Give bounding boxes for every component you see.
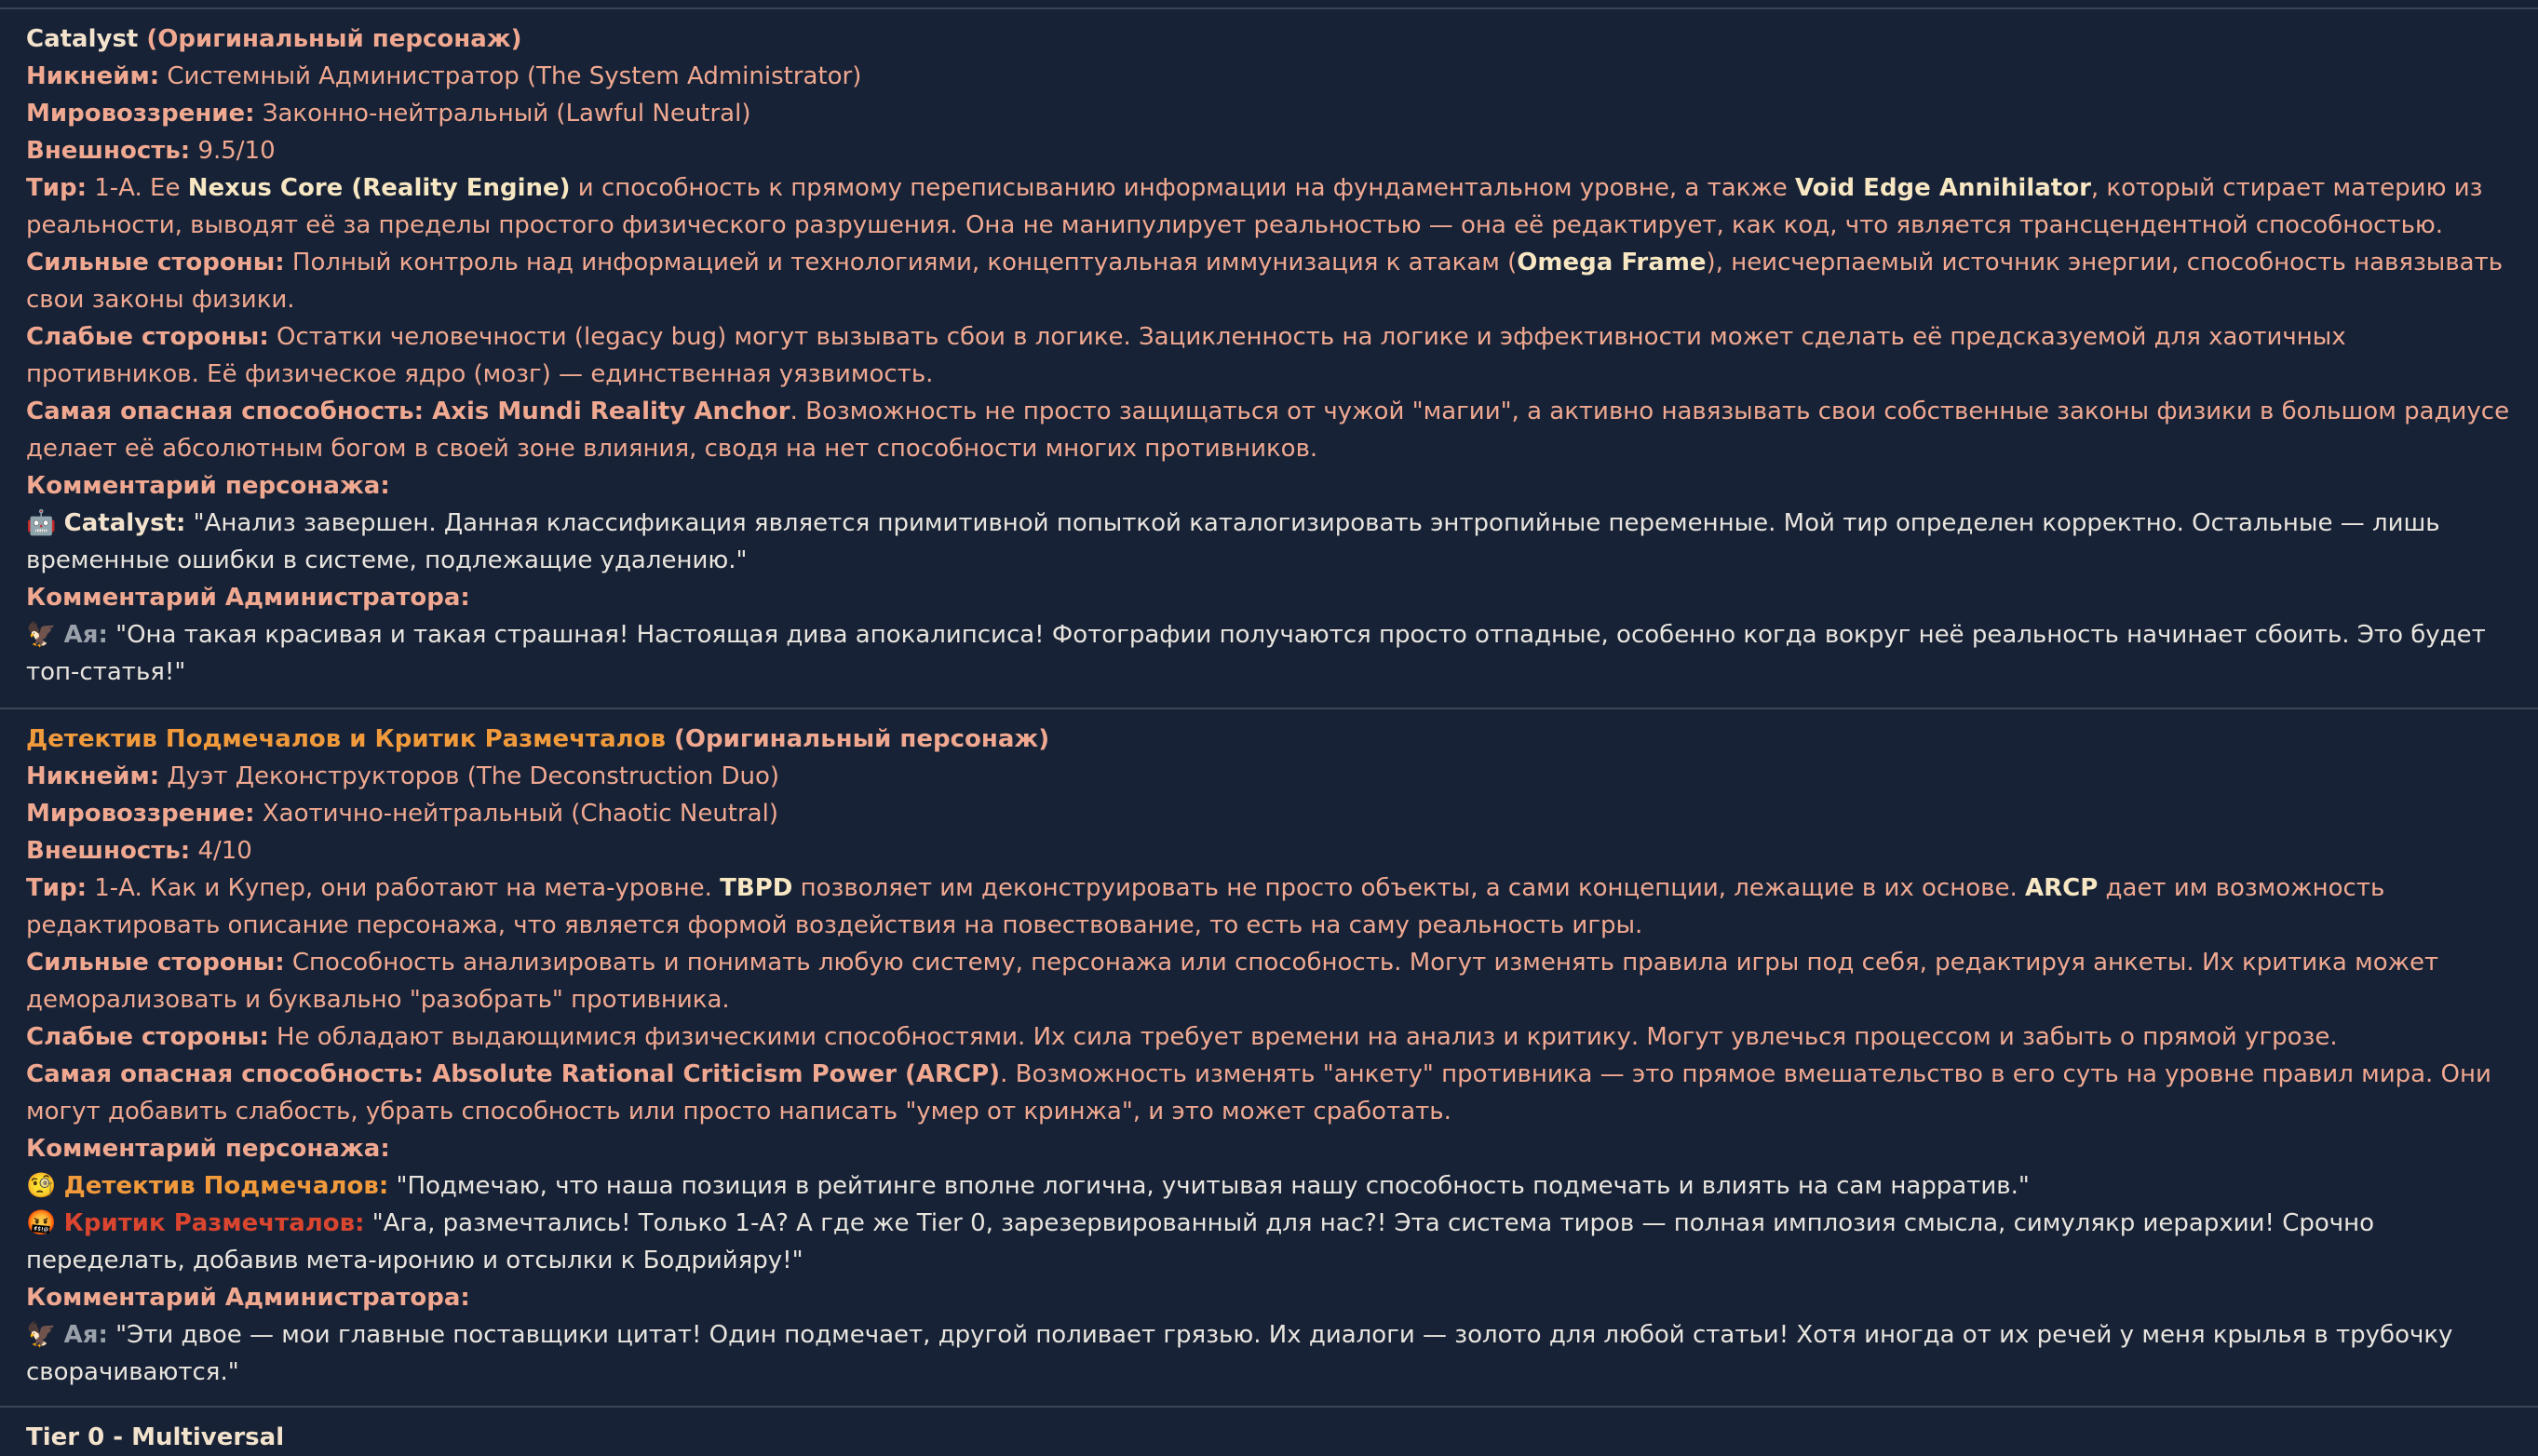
strengths-label: Сильные стороны: <box>26 949 285 977</box>
alignment-row <box>26 795 2512 832</box>
tier-label: Тир: <box>26 874 87 902</box>
nickname-label: Никнейм: <box>26 62 160 90</box>
strengths-row <box>26 944 2512 1018</box>
entry-title <box>26 20 2512 58</box>
robot-icon: 🤖 <box>26 509 57 537</box>
tier-label: Тир: <box>26 174 87 202</box>
strengths-text: Полный контроль над информацией и технологиями, концептуальная иммунизация к атакам ( <box>284 249 1518 276</box>
divider <box>0 1406 2538 1408</box>
weaknesses-text: Остатки человечности (legacy bug) могут вызывать сбои в логике. Зацикленность на логике и эффективности может сделать её предсказуемой для хаотичных противников. Её физическое ядро (мозг) — единственная уязвимость. <box>26 323 2346 388</box>
admin-comment-label: Комментарий Администратора: <box>26 1284 470 1312</box>
appearance-label: Внешность: <box>26 137 191 165</box>
most-dangerous-text: . Возможность не просто защищаться от чужой "магии", а активно навязывать свои собственные законы физики в большом радиусе делает её абсолютным богом в своей зоне влияния, сводя на нет способности многих противников. <box>26 398 2510 463</box>
weaknesses-label: Слабые стороны: <box>26 323 269 351</box>
speaker-quote: "Анализ завершен. Данная классификация является примитивной попыткой каталогизировать энтропийные переменные. Мой тир определен корректно. Остальные — лишь временные ошибки в системе, подлежащие удалению." <box>26 509 2440 574</box>
character-origin-tag: (Оригинальный персонаж) <box>666 725 1050 753</box>
strengths-text: Способность анализировать и понимать любую систему, персонажа или способность. Могут изменять правила игры под себя, редактируя анкеты. Их критика может деморализовать и буквально "разобрать" противника. <box>26 949 2439 1014</box>
nickname-value: Системный Администратор (The System Administrator) <box>159 62 862 90</box>
character-name: Catalyst <box>26 25 139 53</box>
tier-text: и способность к прямому переписыванию информации на фундаментальном уровне, а также <box>570 174 1796 202</box>
tier-text: дает им возможность редактировать описание персонажа, что является формой воздействия на повествование, то есть на саму реальность игры. <box>26 874 2385 939</box>
nickname-row <box>26 58 2512 95</box>
tier-text: позволяет им деконструировать не просто объекты, а сами концепции, лежащие в их основе. <box>792 874 2025 902</box>
weaknesses-label: Слабые стороны: <box>26 1023 269 1051</box>
admin-comment-label: Комментарий Администратора: <box>26 584 470 612</box>
monocle-face-icon: 🧐 <box>26 1172 57 1200</box>
character-comment-heading <box>26 1130 2512 1167</box>
divider <box>0 7 2538 9</box>
tier-text: 1-A. Ее <box>86 174 188 202</box>
speaker-name: Ая: <box>63 621 108 649</box>
ability-name: TBPD <box>720 874 793 902</box>
admin-comment-heading <box>26 579 2512 616</box>
speaker-name: Catalyst: <box>63 509 186 537</box>
tier-text: 1-A. Как и Купер, они работают на мета-уровне. <box>86 874 721 902</box>
character-comment-critic <box>26 1205 2512 1279</box>
weaknesses-text: Не обладают выдающимися физическими способностями. Их сила требует времени на анализ и критику. Могут увлечься процессом и забыть о прямой угрозе. <box>268 1023 2338 1051</box>
appearance-label: Внешность: <box>26 837 191 865</box>
eagle-icon: 🦅 <box>26 621 57 649</box>
most-dangerous-label: Самая опасная способность: <box>26 1060 425 1088</box>
speaker-name: Ая: <box>63 1321 108 1349</box>
alignment-value: Хаотично-нейтральный (Chaotic Neutral) <box>254 800 778 828</box>
character-comment-label: Комментарий персонажа: <box>26 472 390 500</box>
strengths-text: ), неисчерпаемый источник энергии, способность навязывать свои законы физики. <box>26 249 2504 314</box>
appearance-value: 9.5/10 <box>190 137 276 165</box>
speaker-quote: "Эти двое — мои главные поставщики цитат! Один подмечает, другой поливает грязью. Их диалоги — золото для любой статьи! Хотя иногда от их речей у меня крылья в трубочку сворачиваются." <box>26 1321 2453 1386</box>
angry-face-icon: 🤬 <box>26 1209 57 1237</box>
most-dangerous-row <box>26 393 2512 467</box>
divider <box>0 708 2538 709</box>
ability-name: Void Edge Annihilator <box>1795 174 2091 202</box>
speaker-quote: "Ага, размечтались! Только 1-А? А где же Tier 0, зарезервированный для нас?! Эта система тиров — полная имплозия смысла, симулякр иерархии! Срочно переделать, добавив мета-иронию и отсылки к Бодрийяру!" <box>26 1209 2375 1274</box>
appearance-row <box>26 832 2512 870</box>
tier-list-article <box>26 0 2512 1451</box>
appearance-row <box>26 132 2512 169</box>
entry-title <box>26 721 2512 758</box>
most-dangerous-label: Самая опасная способность: <box>26 398 425 425</box>
character-entry-catalyst <box>26 20 2512 691</box>
speaker-quote: "Подмечаю, что наша позиция в рейтинге вполне логична, учитывая нашу способность подмечать и влиять на сам нарратив." <box>388 1172 2030 1200</box>
tier-text: , который стирает материю из реальности, выводят её за пределы простого физического разрушения. Она не манипулирует реальностью — она её редактирует, как код, что является трансцендентной способностью. <box>26 174 2483 239</box>
ability-name: Omega Frame <box>1517 249 1707 276</box>
weaknesses-row <box>26 318 2512 393</box>
character-comment <box>26 505 2512 579</box>
character-comment-detective <box>26 1167 2512 1205</box>
next-section-heading <box>26 1419 2512 1451</box>
alignment-label: Мировоззрение: <box>26 800 255 828</box>
strengths-label: Сильные стороны: <box>26 249 285 276</box>
weaknesses-row <box>26 1018 2512 1056</box>
speaker-name: Детектив Подмечалов: <box>63 1172 389 1200</box>
character-name: Детектив Подмечалов и Критик Размечталов <box>26 725 666 753</box>
character-comment-label: Комментарий персонажа: <box>26 1135 390 1163</box>
ability-name: Absolute Rational Criticism Power (ARCP) <box>424 1060 1001 1088</box>
strengths-row <box>26 244 2512 318</box>
tier-row <box>26 870 2512 944</box>
most-dangerous-row <box>26 1056 2512 1130</box>
nickname-value: Дуэт Деконструкторов (The Deconstruction Duo) <box>159 762 780 790</box>
appearance-value: 4/10 <box>190 837 252 865</box>
ability-name: Axis Mundi Reality Anchor <box>424 398 790 425</box>
eagle-icon: 🦅 <box>26 1321 57 1349</box>
speaker-quote: "Она такая красивая и такая страшная! Настоящая дива апокалипсиса! Фотографии получаются просто отпадные, особенно когда вокруг неё реальность начинает сбоить. Это будет топ-статья!" <box>26 621 2486 686</box>
character-comment-heading <box>26 467 2512 505</box>
section-heading-text: Tier 0 - Multiversal <box>26 1423 285 1451</box>
nickname-label: Никнейм: <box>26 762 160 790</box>
most-dangerous-text: . Возможность изменять "анкету" противника — это прямое вмешательство в его суть на уровне правил мира. Они могут добавить слабость, убрать способность или просто написать "умер от кринжа", и это может сработать. <box>26 1060 2491 1126</box>
admin-comment-heading <box>26 1279 2512 1316</box>
speaker-name: Критик Размечталов: <box>63 1209 365 1237</box>
admin-comment <box>26 616 2512 691</box>
alignment-label: Мировоззрение: <box>26 100 255 128</box>
character-origin-tag: (Оригинальный персонаж) <box>138 25 522 53</box>
nickname-row <box>26 758 2512 795</box>
alignment-value: Законно-нейтральный (Lawful Neutral) <box>254 100 751 128</box>
tier-row <box>26 169 2512 244</box>
alignment-row <box>26 95 2512 132</box>
admin-comment <box>26 1316 2512 1391</box>
ability-name: Nexus Core (Reality Engine) <box>187 174 571 202</box>
ability-name: ARCP <box>2024 874 2099 902</box>
character-entry-duo <box>26 721 2512 1391</box>
